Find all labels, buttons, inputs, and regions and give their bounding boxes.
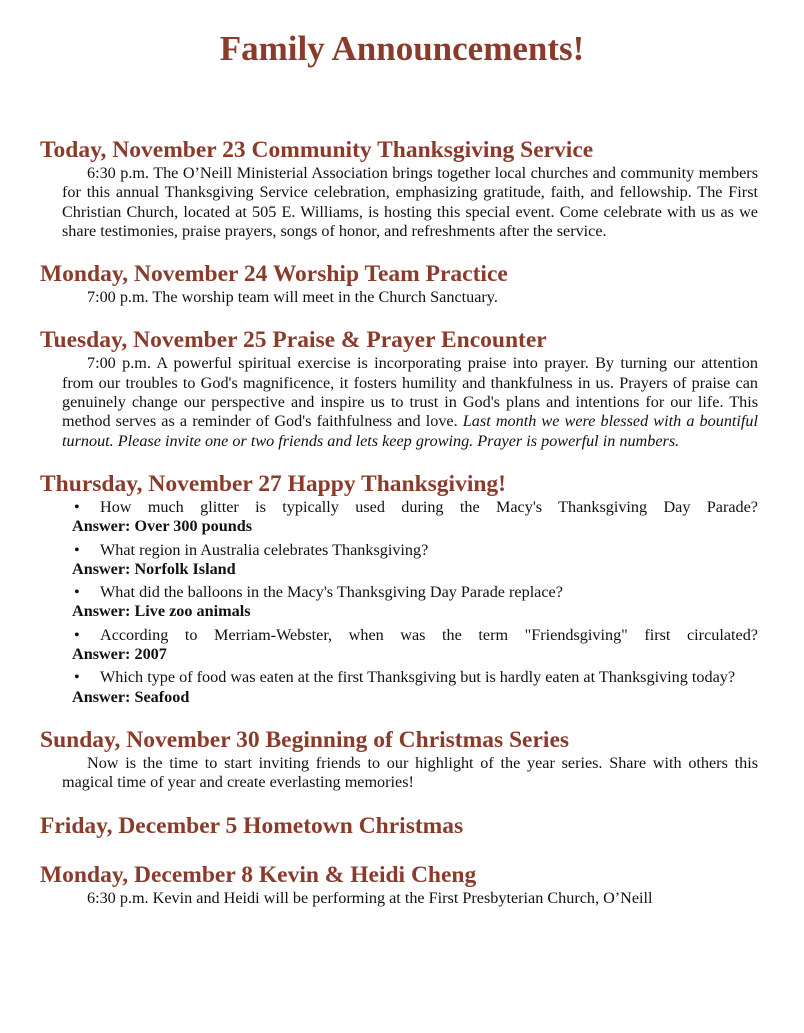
trivia-list <box>72 498 758 707</box>
announcement-community-service <box>40 136 758 241</box>
bullet-icon: • <box>74 497 80 516</box>
trivia-question: • Which type of food was eaten at the first Thanksgiving but is hardly eaten at Thanksgiving today? <box>74 668 736 687</box>
trivia-answer: Answer: Live zoo animals <box>72 602 251 621</box>
announcement-heading: Thursday, November 27 Happy Thanksgiving! <box>40 470 506 497</box>
bullet-icon: • <box>74 540 80 559</box>
announcement-heading: Monday, November 24 Worship Team Practice <box>40 261 508 288</box>
announcement-heading: Tuesday, November 25 Praise & Prayer Encounter <box>40 327 547 354</box>
announcement-body <box>62 354 758 450</box>
bullet-icon: • <box>74 625 80 644</box>
announcement-heading: Today, November 23 Community Thanksgiving Service <box>40 137 594 163</box>
trivia-question: • How much glitter is typically used during the Macy's Thanksgiving Day Parade? <box>74 497 758 516</box>
announcement-heading: Monday, December 8 Kevin & Heidi Cheng <box>40 861 477 888</box>
announcement-heading: Sunday, November 30 Beginning of Christmas Series <box>40 726 570 753</box>
announcement-worship-practice <box>40 260 758 307</box>
announcement-note: Last month we were blessed with a bountiful turnout. Please invite one or two friends and lets keep growing. Prayer is powerful in numbers. <box>62 412 758 450</box>
announcement-body: 6:30 p.m. The O’Neill Ministerial Association brings together local churches and community members for this annual Thanksgiving Service celebration, emphasizing gratitude, faith, and fellowship. The First Christian Church, located at 505 E. Williams, is hosting this special event. Come celebrate with us as we share testimonies, praise prayers, songs of honor, and refreshments after the service. <box>62 164 758 240</box>
announcement-body: 6:30 p.m. Kevin and Heidi will be performing at the First Presbyterian Church, O’Neill <box>87 888 653 907</box>
trivia-question: • What region in Australia celebrates Thanksgiving? <box>74 540 429 559</box>
page-title: Family Announcements! <box>219 29 585 68</box>
announcements-list <box>40 136 758 927</box>
announcement-prayer-encounter <box>40 326 758 450</box>
trivia-answer: Answer: Seafood <box>72 687 190 706</box>
announcement-heading: Friday, December 5 Hometown Christmas <box>40 812 464 839</box>
trivia-answer: Answer: Norfolk Island <box>72 559 236 578</box>
trivia-question: • What did the balloons in the Macy's Thanksgiving Day Parade replace? <box>74 583 563 602</box>
trivia-question: • According to Merriam-Webster, when was the term "Friendsgiving" first circulated? <box>74 625 758 644</box>
announcement-body: Now is the time to start inviting friends to our highlight of the year series. Share with others this magical time of year and create everlasting memories! <box>62 753 758 792</box>
bullet-icon: • <box>74 583 80 602</box>
trivia-answer: Answer: Over 300 pounds <box>72 517 253 536</box>
announcement-hometown-christmas <box>40 812 758 840</box>
bullet-icon: • <box>74 668 80 687</box>
announcement-body: 7:00 p.m. The worship team will meet in the Church Sanctuary. <box>87 288 498 307</box>
trivia-answer: Answer: 2007 <box>72 645 167 664</box>
announcement-concert <box>40 861 758 908</box>
announcement-christmas-series <box>40 726 758 793</box>
announcement-thanksgiving-trivia <box>40 470 758 707</box>
announcement-text: 7:00 p.m. A powerful spiritual exercise is incorporating praise into prayer. By turning our attention from our troubles to God's magnificence, it fosters humility and thankfulness in us. Prayers of praise can genuinely change our perspective and inspire us to trust in God's plans and intentions for our life. This method serves as a reminder of God's faithfulness and love. <box>62 354 758 431</box>
